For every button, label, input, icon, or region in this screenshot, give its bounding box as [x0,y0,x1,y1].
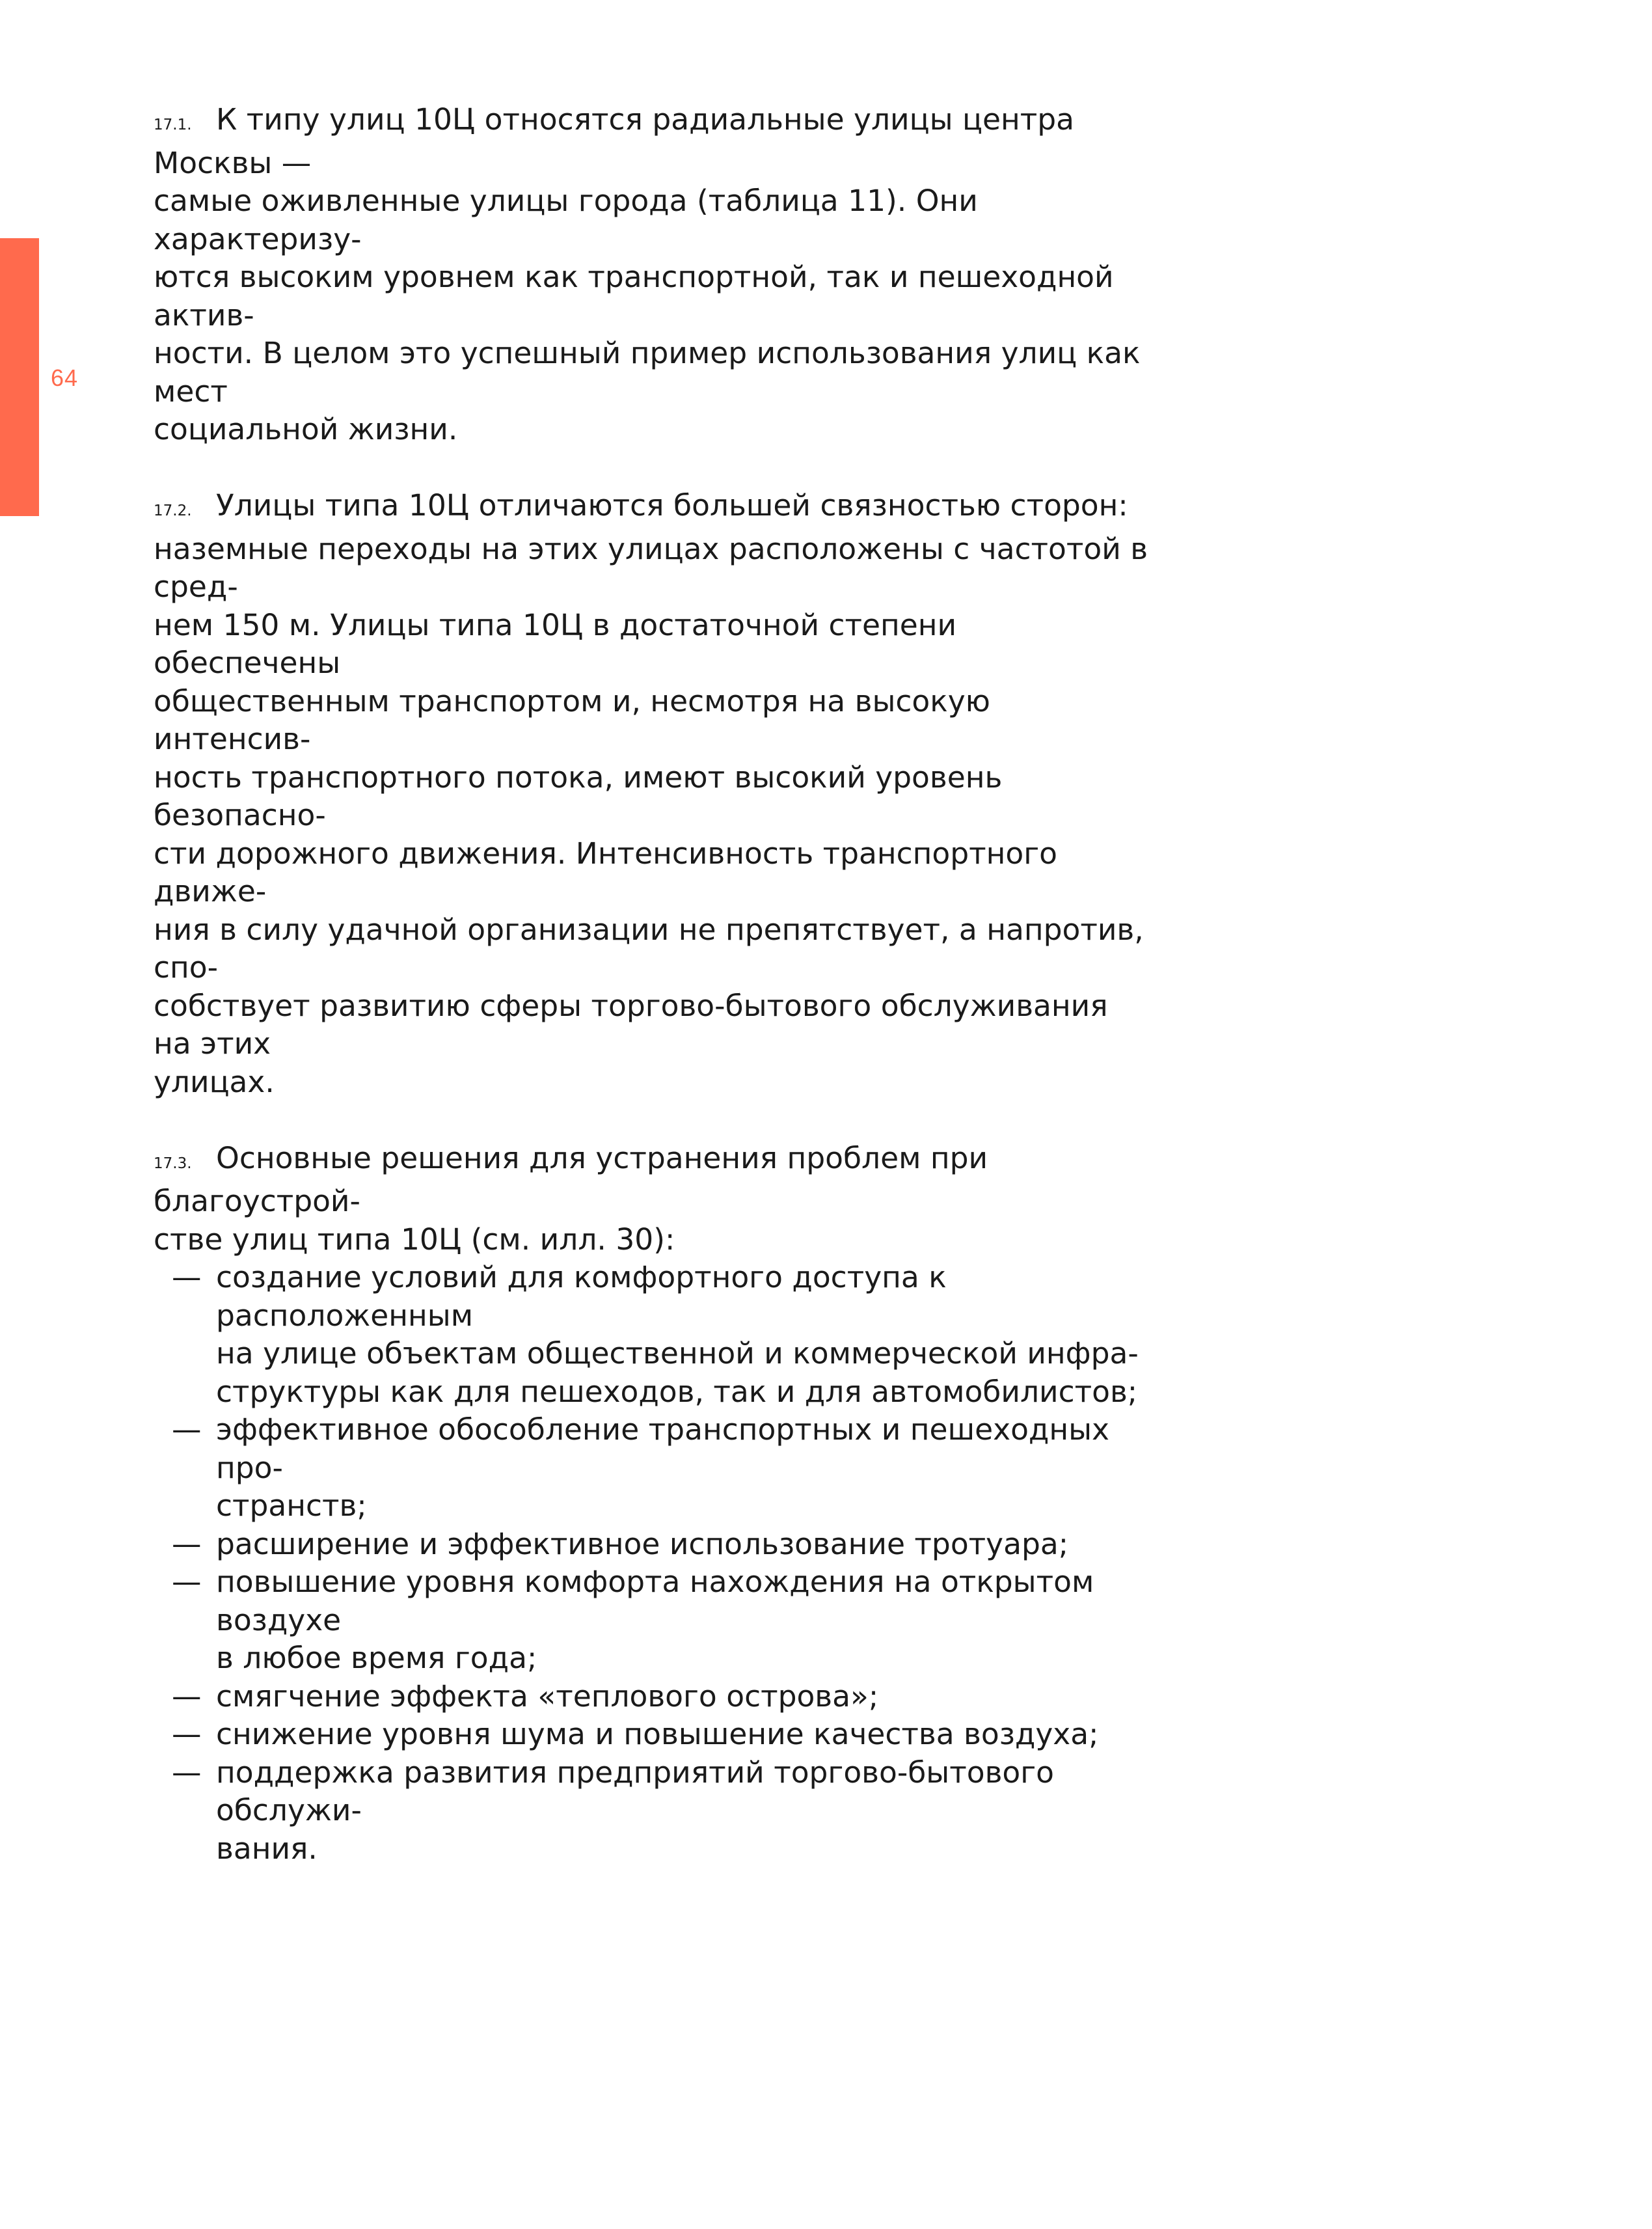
page-number: 64 [51,364,79,391]
paragraph-number: 17.1. [154,116,192,133]
list-item [154,1754,1149,1868]
list-item-text: снижение уровня шума и повышение качества воздуха; [216,1717,1099,1751]
paragraph-text: Основные решения для устранения проблем при благоустрой- стве улиц типа 10Ц (см. илл. 30): [154,1140,988,1257]
list-item-text: эффективное обособление транспортных и пешеходных про- странств; [216,1412,1109,1523]
paragraph-17-2 [154,487,1149,1101]
dash-bullet: — [172,1565,202,1599]
paragraph-text: Улицы типа 10Ц отличаются большей связностью сторон: наземные переходы на этих улицах расположены с частотой в сред- нем 150 м. Улицы типа 10Ц в достаточной степени обеспечены общественным транспортом и, несмотря на высокую интенсив- ность транспортного потока, имеют высокий уровень безопасно- сти дорожного движения. Интенсивность транспортного движе- ния в силу удачной организации не препятствует, а напротив, спо- собствует развитию сферы торгово-бытового обслуживания на этих улицах. [154,488,1148,1099]
list-item-text: поддержка развития предприятий торгово-бытового обслужи- вания. [216,1755,1054,1866]
list-item-text: повышение уровня комфорта нахождения на открытом воздухе в любое время года; [216,1565,1094,1675]
dash-bullet: — [172,1755,202,1790]
list-item-text: смягчение эффекта «теплового острова»; [216,1678,879,1714]
dash-bullet: — [172,1717,202,1751]
list-item [154,1716,1149,1754]
dash-bullet: — [172,1526,202,1561]
paragraph-number: 17.3. [154,1155,192,1172]
list-item-text: создание условий для комфортного доступа к расположенным на улице объектам общественной и коммерческой инфра- структуры как для пешеходов, так и для автомобилистов; [216,1260,1139,1409]
dash-bullet: — [172,1678,202,1714]
side-tab-marker [0,238,39,516]
paragraph-17-1 [154,101,1149,449]
list-item [154,1525,1149,1564]
paragraph-number: 17.2. [154,502,192,519]
paragraph-text: К типу улиц 10Ц относятся радиальные улицы центра Москвы — самые оживленные улицы города (таблица 11). Они характеризу- ются высоким уровнем как транспортной, так и пешеходной актив- ности. В целом это успешный пример использования улиц как мест социальной жизни. [154,102,1141,446]
list-item-text: расширение и эффективное использование тротуара; [216,1526,1069,1561]
solutions-list [154,1259,1149,1868]
paragraph-17-3 [154,1140,1149,1259]
list-item [154,1411,1149,1525]
dash-bullet: — [172,1260,202,1294]
document-body [154,101,1149,1868]
dash-bullet: — [172,1412,202,1447]
list-item [154,1259,1149,1411]
list-item [154,1678,1149,1716]
list-item [154,1563,1149,1678]
